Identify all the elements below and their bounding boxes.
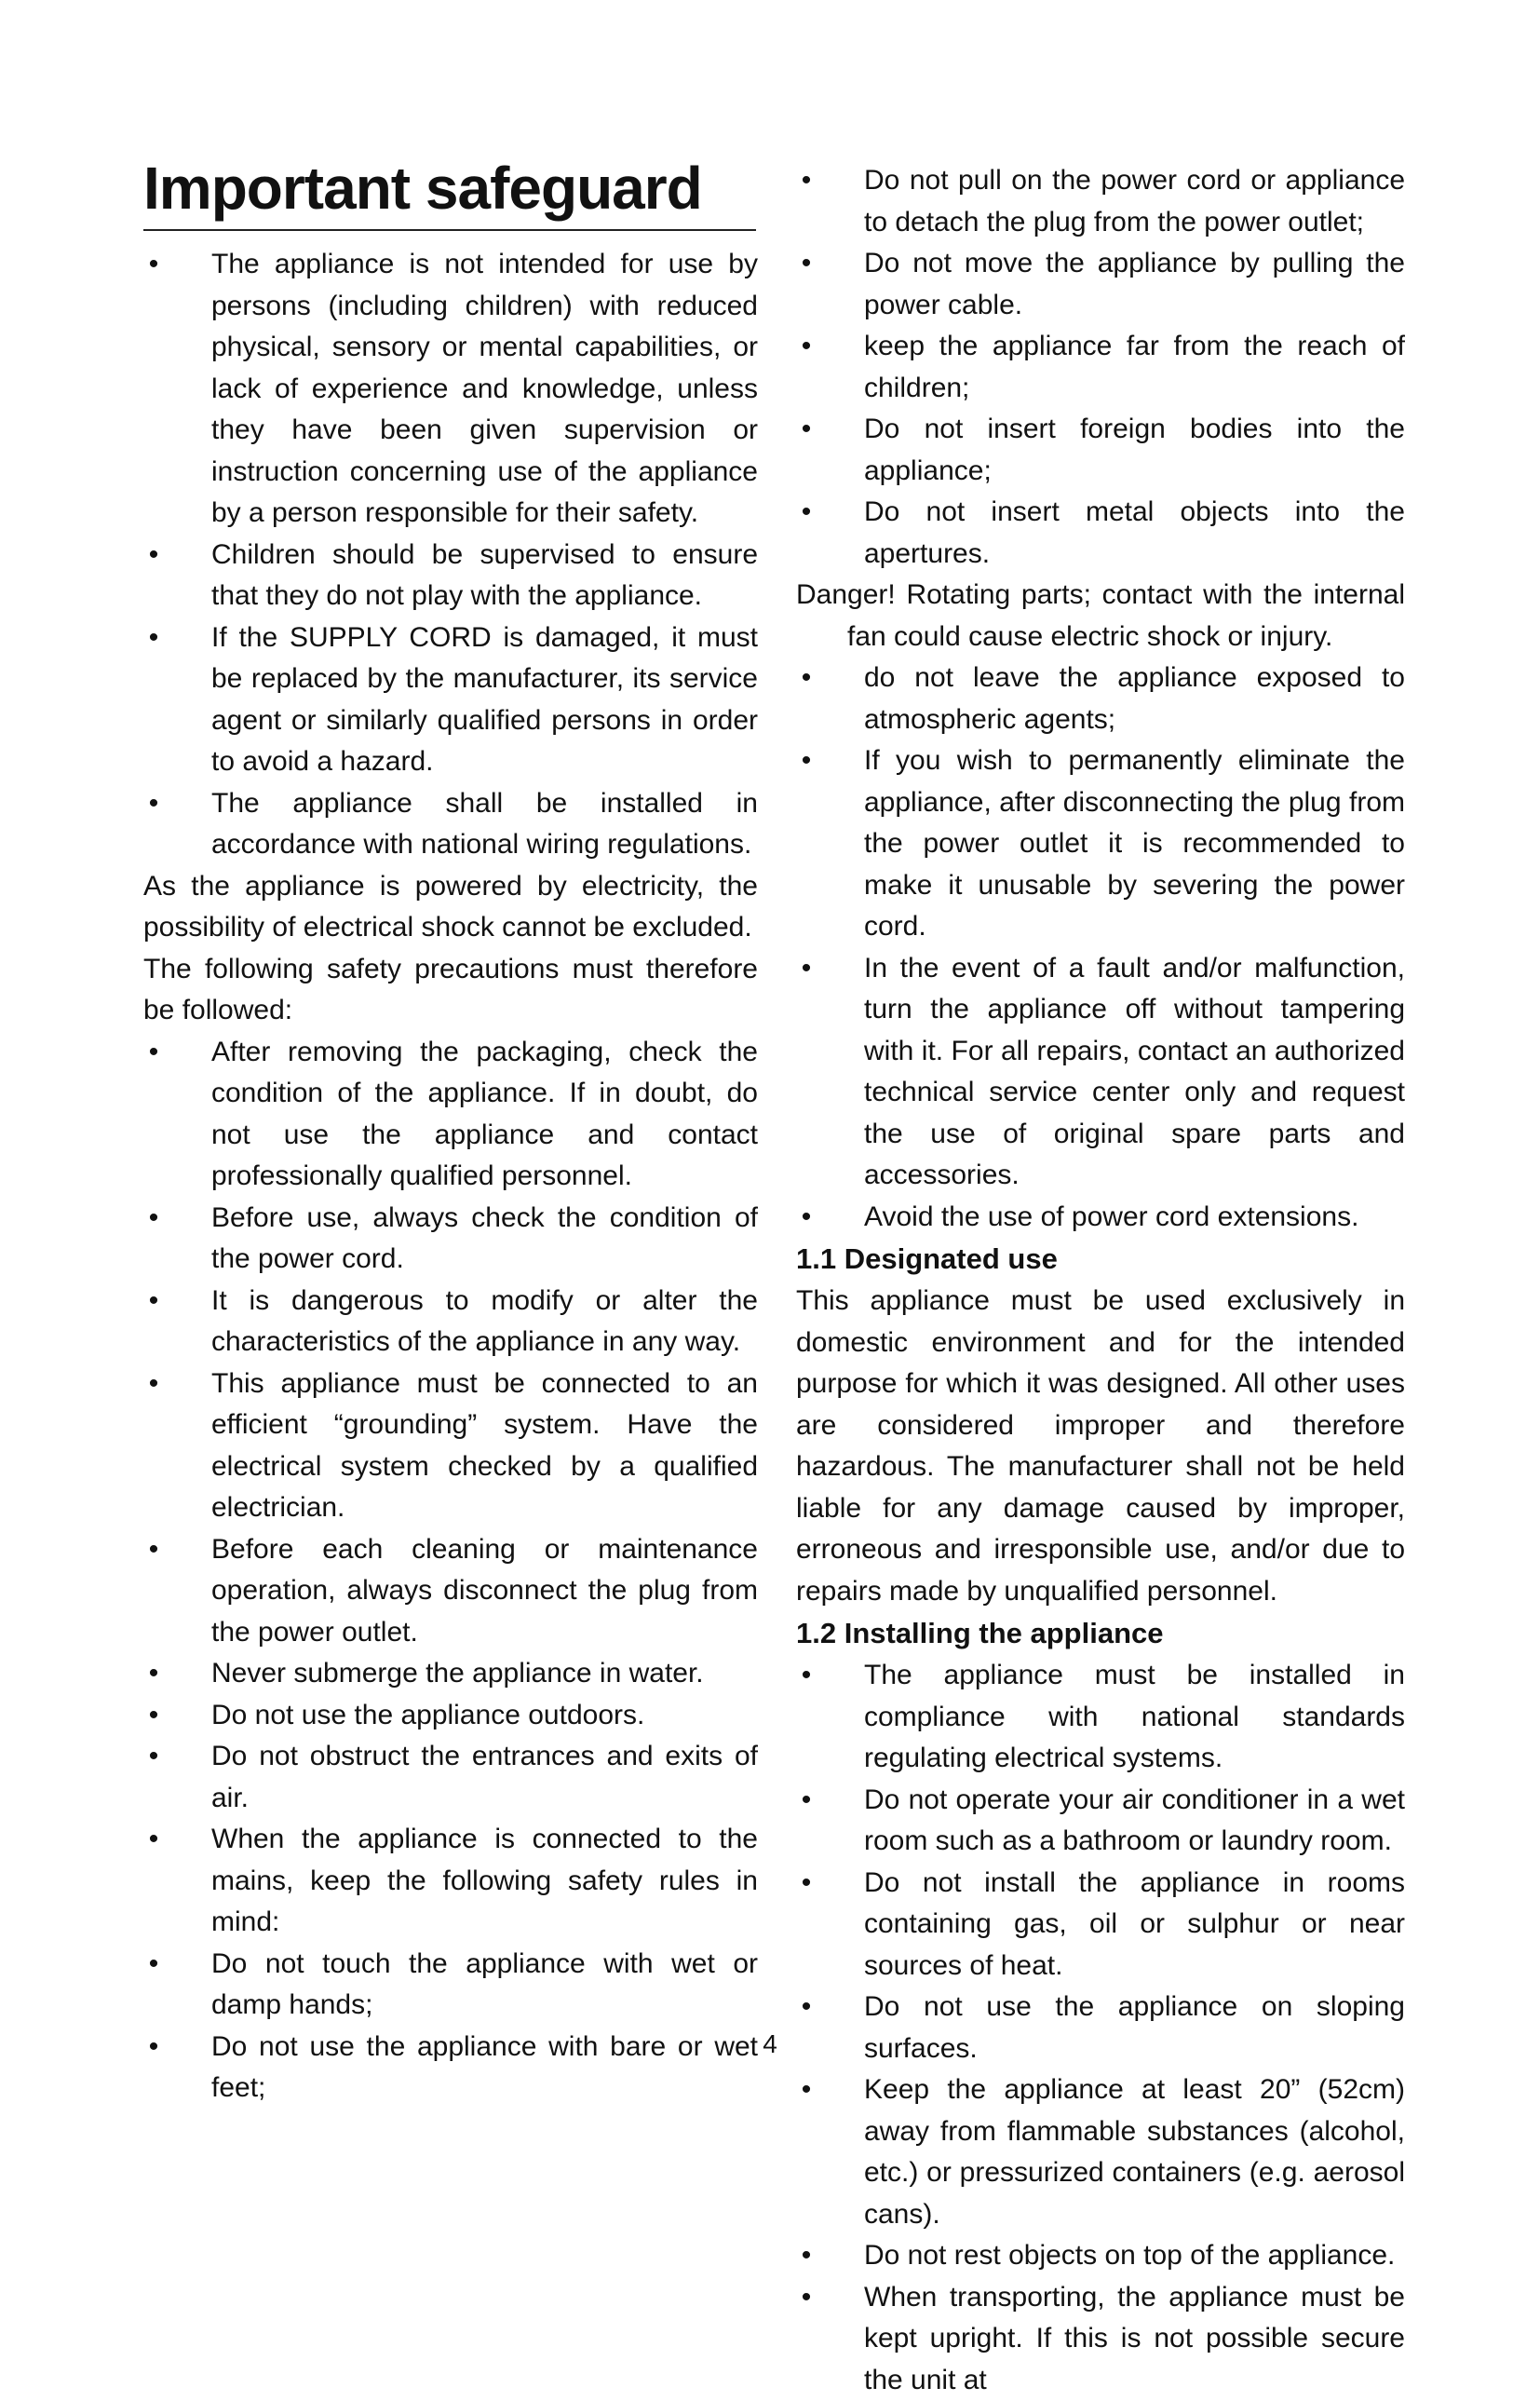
list-item: • This appliance must be connected to an efficient “grounding” system. Have the electrical system checked by a qualified electrician.: [143, 1363, 758, 1529]
list-item: • The appliance is not intended for use by persons (including children) with reduced physical, sensory or mental capabilities, or lack of experience and knowledge, unless they have been given supervision or instruction concerning use of the appliance by a person responsible for their safety.: [143, 244, 758, 535]
list-item: • Do not move the appliance by pulling the power cable.: [796, 243, 1405, 326]
list-item: • If you wish to permanently eliminate the appliance, after disconnecting the plug from the power outlet it is recommended to make it unusable by severing the power cord.: [796, 740, 1405, 948]
list-item: • Do not use the appliance outdoors.: [143, 1695, 758, 1737]
section-heading-installing: 1.2 Installing the appliance: [796, 1612, 1405, 1655]
list-item: • Do not pull on the power cord or appliance to detach the plug from the power outlet;: [796, 160, 1405, 243]
list-item: • It is dangerous to modify or alter the characteristics of the appliance in any way.: [143, 1281, 758, 1363]
list-item: • Do not insert foreign bodies into the appliance;: [796, 409, 1405, 492]
list-item: • Do not use the appliance on sloping surfaces.: [796, 1987, 1405, 2069]
list-item: • When the appliance is connected to the mains, keep the following safety rules in mind:: [143, 1819, 758, 1944]
danger-note: Danger! Rotating parts; contact with the internal fan could cause electric shock or injury.: [796, 575, 1405, 658]
paragraph: The following safety precautions must therefore be followed:: [143, 949, 758, 1032]
list-item: • keep the appliance far from the reach of children;: [796, 326, 1405, 409]
list-item: • Keep the appliance at least 20” (52cm) away from flammable substances (alcohol, etc.) or pressurized containers (e.g. aerosol cans).: [796, 2069, 1405, 2235]
section-heading-designated-use: 1.1 Designated use: [796, 1238, 1405, 1281]
list-item: • In the event of a fault and/or malfunction, turn the appliance off without tampering with it. For all repairs, contact an authorized technical service center only and request the use of original spare parts and accessories.: [796, 948, 1405, 1197]
page-title: Important safeguard: [143, 149, 756, 231]
list-item: • Before each cleaning or maintenance operation, always disconnect the plug from the power outlet.: [143, 1529, 758, 1654]
list-item: • The appliance must be installed in compliance with national standards regulating electrical systems.: [796, 1655, 1405, 1780]
paragraph: This appliance must be used exclusively in domestic environment and for the intended purpose for which it was designed. All other uses are considered improper and therefore hazardous. The manufacturer shall not be held liable for any damage caused by improper, erroneous and irresponsible use, and/or due to repairs made by unqualified personnel.: [796, 1281, 1405, 1612]
list-item: • Before use, always check the condition of the power cord.: [143, 1198, 758, 1281]
list-item: • Do not rest objects on top of the appliance.: [796, 2235, 1405, 2277]
list-item: • Do not operate your air conditioner in a wet room such as a bathroom or laundry room.: [796, 1780, 1405, 1863]
list-item: • If the SUPPLY CORD is damaged, it must be replaced by the manufacturer, its service agent or similarly qualified persons in order to avoid a hazard.: [143, 617, 758, 783]
right-column: [796, 160, 1405, 2401]
list-item: • Do not use the appliance with bare or wet feet;: [143, 2027, 758, 2109]
page-number: 4: [754, 2028, 786, 2060]
left-column: [143, 244, 758, 2109]
list-item: • Children should be supervised to ensure that they do not play with the appliance.: [143, 535, 758, 617]
list-item: • Do not touch the appliance with wet or damp hands;: [143, 1944, 758, 2027]
list-item: • Never submerge the appliance in water.: [143, 1653, 758, 1695]
list-item: • Do not install the appliance in rooms containing gas, oil or sulphur or near sources of heat.: [796, 1863, 1405, 1987]
paragraph: As the appliance is powered by electricity, the possibility of electrical shock cannot be excluded.: [143, 866, 758, 949]
list-item: • After removing the packaging, check the condition of the appliance. If in doubt, do not use the appliance and contact professionally qualified personnel.: [143, 1032, 758, 1198]
list-item: • When transporting, the appliance must be kept upright. If this is not possible secure the unit at: [796, 2277, 1405, 2401]
list-item: • Avoid the use of power cord extensions.: [796, 1197, 1405, 1239]
list-item: • Do not obstruct the entrances and exits of air.: [143, 1736, 758, 1819]
list-item: • do not leave the appliance exposed to atmospheric agents;: [796, 658, 1405, 740]
list-item: • Do not insert metal objects into the apertures.: [796, 492, 1405, 575]
list-item: • The appliance shall be installed in accordance with national wiring regulations.: [143, 783, 758, 866]
